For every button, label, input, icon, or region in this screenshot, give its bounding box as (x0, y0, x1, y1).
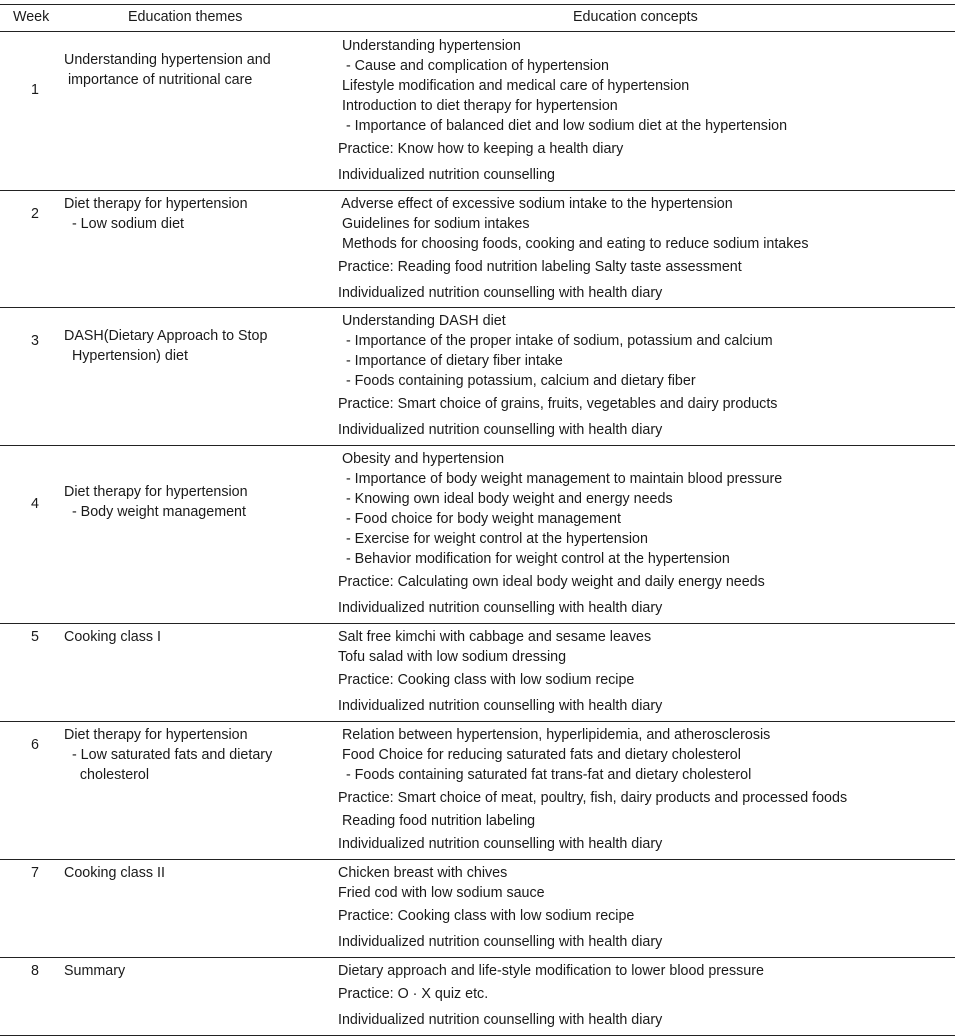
week-number: 4 (31, 496, 39, 512)
week-number: 5 (31, 629, 39, 645)
concept-line: - Foods containing saturated fat trans-fat and dietary cholesterol (338, 767, 752, 783)
concept-line: Understanding DASH diet (338, 313, 506, 329)
table-header (0, 4, 955, 32)
concept-line: - Food choice for body weight management (338, 511, 621, 527)
concepts-cell (338, 624, 955, 719)
theme-line: Cooking class I (64, 629, 161, 645)
theme-line: Diet therapy for hypertension (64, 484, 248, 500)
counselling-line: Individualized nutrition counselling with health diary (338, 285, 663, 301)
theme-line: Hypertension) diet (64, 348, 188, 364)
concept-line: - Behavior modification for weight control at the hypertension (338, 551, 730, 567)
table-row (0, 958, 955, 1036)
practice-line: Practice: Reading food nutrition labeling Salty taste assessment (338, 259, 742, 275)
concept-line: Understanding hypertension (338, 38, 521, 54)
table-row (0, 446, 955, 624)
concept-line: - Cause and complication of hypertension (338, 58, 609, 74)
week-number: 1 (31, 82, 39, 98)
practice-line: Practice: Cooking class with low sodium recipe (338, 672, 635, 688)
concept-line: - Importance of the proper intake of sodium, potassium and calcium (338, 333, 773, 349)
practice-line: Practice: O · X quiz etc. (338, 986, 489, 1002)
counselling-line: Individualized nutrition counselling with health diary (338, 600, 663, 616)
education-theme-cell (64, 194, 334, 234)
concept-line: Adverse effect of excessive sodium intake to the hypertension (338, 196, 733, 212)
concept-line: Introduction to diet therapy for hypertension (338, 98, 618, 114)
counselling-line: Individualized nutrition counselling with health diary (338, 1012, 663, 1028)
education-theme-cell (64, 326, 334, 366)
counselling-line: Individualized nutrition counselling with health diary (338, 934, 663, 950)
concept-line: Tofu salad with low sodium dressing (338, 649, 567, 665)
table-row (0, 722, 955, 860)
concept-line: Dietary approach and life-style modification to lower blood pressure (338, 963, 764, 979)
education-theme-cell (64, 961, 334, 981)
theme-line: Diet therapy for hypertension (64, 196, 248, 212)
concept-line: Guidelines for sodium intakes (338, 216, 530, 232)
counselling-line: Individualized nutrition counselling with health diary (338, 698, 663, 714)
concepts-cell (338, 860, 955, 955)
education-theme-cell (64, 627, 334, 647)
education-program-table (0, 4, 955, 1036)
table-body (0, 32, 955, 1036)
concept-line: - Importance of dietary fiber intake (338, 353, 563, 369)
concepts-cell (338, 722, 955, 857)
week-number: 7 (31, 865, 39, 881)
concepts-cell (338, 308, 955, 443)
practice-line: Practice: Calculating own ideal body weight and daily energy needs (338, 574, 765, 590)
concepts-cell (338, 191, 955, 306)
week-number: 3 (31, 333, 39, 349)
concept-line: Obesity and hypertension (338, 451, 505, 467)
theme-line: Understanding hypertension and (64, 52, 271, 68)
theme-line: cholesterol (64, 767, 150, 783)
concept-line: - Importance of body weight management to maintain blood pressure (338, 471, 783, 487)
counselling-line: Individualized nutrition counselling with health diary (338, 836, 663, 852)
concept-line: - Foods containing potassium, calcium and dietary fiber (338, 373, 696, 389)
education-theme-cell (64, 725, 334, 785)
table-row (0, 624, 955, 722)
practice-line: Practice: Smart choice of grains, fruits, vegetables and dairy products (338, 396, 778, 412)
practice-line: Reading food nutrition labeling (338, 813, 536, 829)
theme-line: - Body weight management (64, 504, 246, 520)
table-row (0, 191, 955, 308)
theme-line: importance of nutritional care (64, 72, 253, 88)
week-number: 2 (31, 206, 39, 222)
table-row (0, 860, 955, 958)
concept-line: - Importance of balanced diet and low sodium diet at the hypertension (338, 118, 788, 134)
concept-line: Lifestyle modification and medical care of hypertension (338, 78, 690, 94)
theme-line: DASH(Dietary Approach to Stop (64, 328, 268, 344)
theme-line: - Low sodium diet (64, 216, 184, 232)
table-row (0, 32, 955, 191)
counselling-line: Individualized nutrition counselling with health diary (338, 422, 663, 438)
practice-line: Practice: Cooking class with low sodium recipe (338, 908, 635, 924)
theme-line: Summary (64, 963, 126, 979)
concept-line: Chicken breast with chives (338, 865, 508, 881)
table-row (0, 308, 955, 446)
education-theme-cell (64, 50, 334, 90)
education-theme-cell (64, 863, 334, 883)
week-number: 8 (31, 963, 39, 979)
header-education-concepts: Education concepts (573, 9, 698, 25)
header-education-themes: Education themes (128, 9, 243, 25)
concepts-cell (338, 446, 955, 621)
concept-line: Fried cod with low sodium sauce (338, 885, 545, 901)
concept-line: Food Choice for reducing saturated fats and dietary cholesterol (338, 747, 741, 763)
practice-line: Practice: Smart choice of meat, poultry, fish, dairy products and processed foods (338, 790, 848, 806)
concept-line: - Knowing own ideal body weight and energy needs (338, 491, 673, 507)
education-theme-cell (64, 482, 334, 522)
counselling-line: Individualized nutrition counselling (338, 167, 555, 183)
week-number: 6 (31, 737, 39, 753)
concept-line: - Exercise for weight control at the hypertension (338, 531, 648, 547)
concepts-cell (338, 32, 955, 188)
theme-line: Cooking class II (64, 865, 165, 881)
theme-line: - Low saturated fats and dietary (64, 747, 273, 763)
concepts-cell (338, 958, 955, 1033)
theme-line: Diet therapy for hypertension (64, 727, 248, 743)
practice-line: Practice: Know how to keeping a health diary (338, 141, 624, 157)
concept-line: Relation between hypertension, hyperlipidemia, and atherosclerosis (338, 727, 771, 743)
concept-line: Salt free kimchi with cabbage and sesame leaves (338, 629, 652, 645)
concept-line: Methods for choosing foods, cooking and eating to reduce sodium intakes (338, 236, 809, 252)
header-week: Week (13, 9, 50, 25)
